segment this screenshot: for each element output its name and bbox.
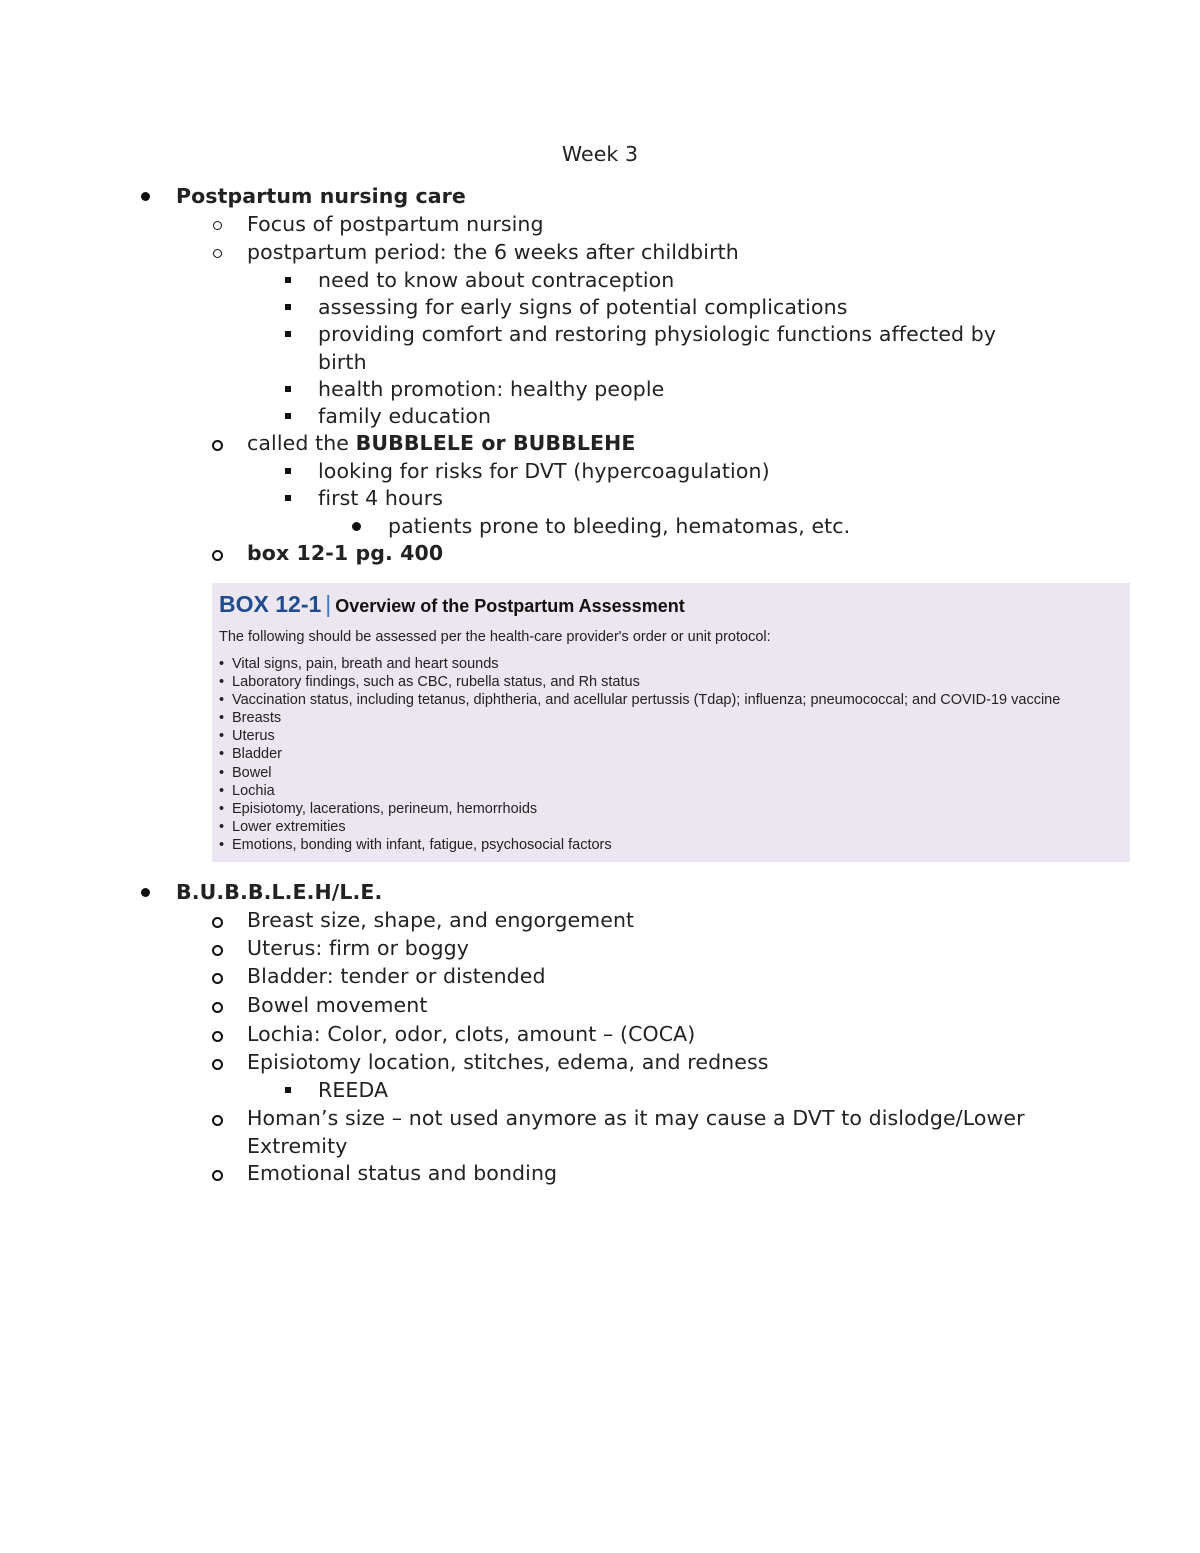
bullet-circle-icon <box>212 945 223 956</box>
list-item: Lochia: Color, odor, clots, amount – (COCA) <box>247 1022 696 1046</box>
list-item: patients prone to bleeding, hematomas, etc. <box>388 514 851 538</box>
box-number: BOX 12-1 <box>219 591 322 617</box>
box-list-item: • Bowel <box>219 764 1060 782</box>
list-item: Breast size, shape, and engorgement <box>247 908 635 932</box>
list-item: Focus of postpartum nursing <box>247 212 544 236</box>
bullet-circle-icon <box>212 1115 223 1126</box>
box-list-item: • Lochia <box>219 782 1060 800</box>
bullet-disc-icon <box>141 888 150 897</box>
list-item: Emotional status and bonding <box>247 1161 558 1185</box>
box-list-item: • Lower extremities <box>219 818 1060 836</box>
bullet-square-icon <box>285 468 291 474</box>
bullet-circle-icon <box>213 221 222 230</box>
bullet-square-icon <box>285 331 291 337</box>
section-heading-postpartum: Postpartum nursing care <box>176 184 466 208</box>
section-heading-bubbleh: B.U.B.B.L.E.H/L.E. <box>176 880 383 904</box>
called-prefix: called the <box>247 431 356 455</box>
bullet-circle-icon <box>212 1002 223 1013</box>
box-list-item: • Bladder <box>219 745 1060 763</box>
list-item-continuation: birth <box>318 350 367 374</box>
bullet-square-icon <box>285 413 291 419</box>
bullet-square-icon <box>285 1087 291 1093</box>
list-item: looking for risks for DVT (hypercoagulation) <box>318 459 770 483</box>
bullet-square-icon <box>285 495 291 501</box>
bullet-square-icon <box>285 304 291 310</box>
box-separator: | <box>325 591 332 617</box>
box-list-item: • Vaccination status, including tetanus, diphtheria, and acellular pertussis (Tdap); influenza; pneumococcal; and COVID-19 vaccine <box>219 691 1060 709</box>
bullet-circle-icon <box>212 440 223 451</box>
box-list-item: • Uterus <box>219 727 1060 745</box>
list-item <box>247 430 636 456</box>
box-heading: Overview of the Postpartum Assessment <box>335 596 685 616</box>
list-item-continuation: Extremity <box>247 1134 348 1158</box>
bullet-circle-icon <box>212 973 223 984</box>
box-title <box>219 591 685 618</box>
bullet-square-icon <box>285 277 291 283</box>
bullet-circle-icon <box>212 550 223 561</box>
list-item: Homan’s size – not used anymore as it may cause a DVT to dislodge/Lower <box>247 1106 1025 1130</box>
list-item: first 4 hours <box>318 486 444 510</box>
list-item: Episiotomy location, stitches, edema, and redness <box>247 1050 769 1074</box>
box-list-item: • Episiotomy, lacerations, perineum, hemorrhoids <box>219 800 1060 818</box>
bullet-circle-icon <box>212 917 223 928</box>
bullet-circle-icon <box>213 249 222 258</box>
page-title: Week 3 <box>561 142 639 166</box>
list-item: postpartum period: the 6 weeks after childbirth <box>247 240 739 264</box>
box-list-item: • Vital signs, pain, breath and heart sounds <box>219 655 1060 673</box>
list-item: health promotion: healthy people <box>318 377 665 401</box>
list-item: family education <box>318 404 492 428</box>
box-12-1-figure <box>212 583 1130 862</box>
called-name: BUBBLELE or BUBBLEHE <box>355 431 636 455</box>
box-list-item: • Breasts <box>219 709 1060 727</box>
box-list-item: • Emotions, bonding with infant, fatigue, psychosocial factors <box>219 836 1060 854</box>
list-item: REEDA <box>318 1078 389 1102</box>
box-list-item: • Laboratory findings, such as CBC, rubella status, and Rh status <box>219 673 1060 691</box>
box-intro: The following should be assessed per the health-care provider's order or unit protocol: <box>219 629 771 645</box>
list-item: Bowel movement <box>247 993 428 1017</box>
list-item: providing comfort and restoring physiologic functions affected by <box>318 322 997 346</box>
bullet-disc-icon <box>141 192 150 201</box>
list-item: Uterus: firm or boggy <box>247 936 469 960</box>
bullet-circle-icon <box>212 1170 223 1181</box>
bullet-circle-icon <box>212 1059 223 1070</box>
bullet-circle-icon <box>212 1031 223 1042</box>
list-item: assessing for early signs of potential complications <box>318 295 848 319</box>
box-list <box>219 655 1060 854</box>
list-item: Bladder: tender or distended <box>247 964 546 988</box>
box-reference: box 12-1 pg. 400 <box>247 541 444 565</box>
list-item: need to know about contraception <box>318 268 675 292</box>
bullet-disc-icon <box>352 522 361 531</box>
bullet-square-icon <box>285 386 291 392</box>
